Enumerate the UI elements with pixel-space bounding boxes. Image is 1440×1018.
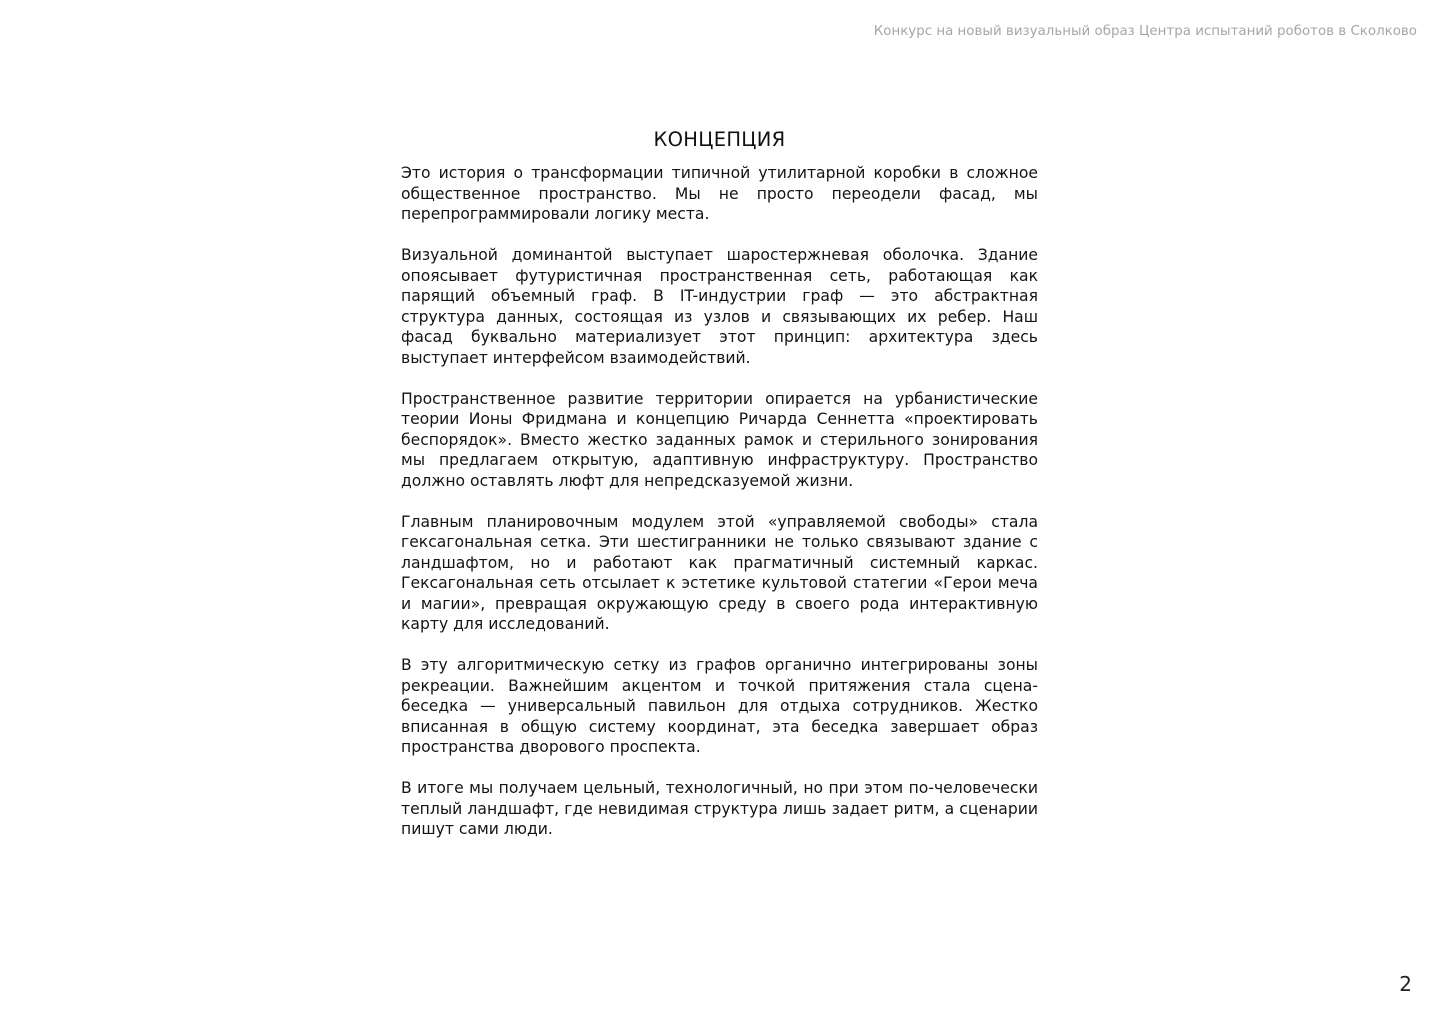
paragraph-6: В итоге мы получаем цельный, технологичный, но при этом по-человечески теплый ландшафт, где невидимая структура лишь задает ритм, а сценарии пишут сами люди. xyxy=(401,779,1038,838)
paragraph-4: Главным планировочным модулем этой «управляемой свободы» стала гексагональная сетка. Эти шестигранники не только связывают здание с ландшафтом, но и работают как прагматичный системный каркас. Гексагональная сеть отсылает к эстетике культовой статегии «Герои меча и магии», превращая окружающую среду в своего рода интерактивную карту для исследований. xyxy=(401,512,1038,633)
concept-text-block xyxy=(401,126,1038,860)
paragraph-1: Это история о трансформации типичной утилитарной коробки в сложное общественное пространство. Мы не просто переодели фасад, мы перепрограммировали логику места. xyxy=(401,164,1038,223)
paragraph-3: Пространственное развитие территории опирается на урбанистические теории Ионы Фридмана и концепцию Ричарда Сеннетта «проектировать беспорядок». Вместо жестко заданных рамок и стерильного зонирования мы предлагаем открытую, адаптивную инфраструктуру. Пространство должно оставлять люфт для непредсказуемой жизни. xyxy=(401,389,1038,490)
page-title: КОНЦЕПЦИЯ xyxy=(653,128,786,151)
page-number: 2 xyxy=(1399,972,1412,996)
document-header-caption: Конкурс на новый визуальный образ Центра испытаний роботов в Сколково xyxy=(873,24,1417,39)
paragraph-2: Визуальной доминантой выступает шаростержневая оболочка. Здание опоясывает футуристичная пространственная сеть, работающая как парящий объемный граф. В IT-индустрии граф — это абстрактная структура данных, состоящая из узлов и связывающих их ребер. Наш фасад буквально материализует этот принцип: архитектура здесь выступает интерфейсом взаимодействий. xyxy=(401,246,1038,367)
paragraph-5: В эту алгоритмическую сетку из графов органично интегрированы зоны рекреации. Важнейшим акцентом и точкой притяжения стала сцена-беседка — универсальный павильон для отдыха сотрудников. Жестко вписанная в общую систему координат, эта беседка завершает образ пространства дворового проспекта. xyxy=(401,656,1038,756)
